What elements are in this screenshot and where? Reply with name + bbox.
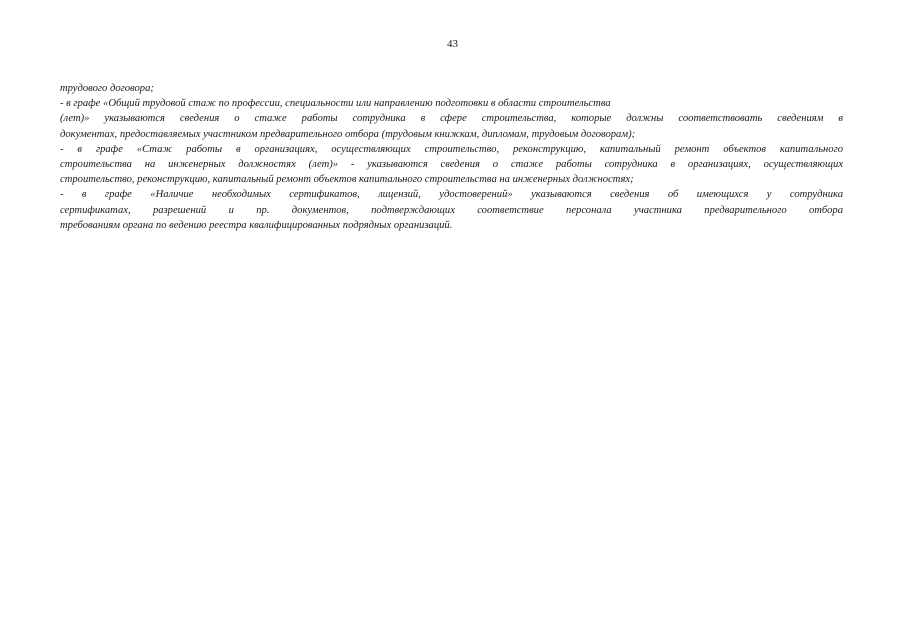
text-line-6: строительства на инженерных должностях (лет)» - указываются сведения о стаже работы сотрудника в организациях, осуществляющих xyxy=(60,159,843,171)
document-body xyxy=(60,81,843,233)
text-line-9: сертификатах, разрешений и пр. документов, подтверждающих соответствие персонала участника предварительного отбора xyxy=(60,204,843,216)
text-line-4: документах, предоставляемых участником предварительного отбора (трудовым книжкам, дипломам, трудовым договорам); xyxy=(60,128,636,140)
text-line-1: трудового договора; xyxy=(60,83,154,94)
page-number: 43 xyxy=(447,38,458,50)
text-line-5: - в графе «Стаж работы в организациях, осуществляющих строительство, реконструкцию, капитальный ремонт объектов капитального xyxy=(60,143,843,155)
text-line-8: - в графе «Наличие необходимых сертификатов, лицензий, удостоверений» указываются сведения об имеющихся у сотрудника xyxy=(60,189,843,201)
text-line-10: требованиям органа по ведению реестра квалифицированных подрядных организаций. xyxy=(60,219,453,231)
text-line-3: (лет)» указываются сведения о стаже работы сотрудника в сфере строительства, которые должны соответствовать сведениям в xyxy=(60,113,843,125)
text-line-2: - в графе «Общий трудовой стаж по профессии, специальности или направлению подготовки в области строительства xyxy=(60,98,611,110)
text-line-7: строительство, реконструкцию, капитальный ремонт объектов капитального строительства на инженерных должностях; xyxy=(60,174,634,186)
